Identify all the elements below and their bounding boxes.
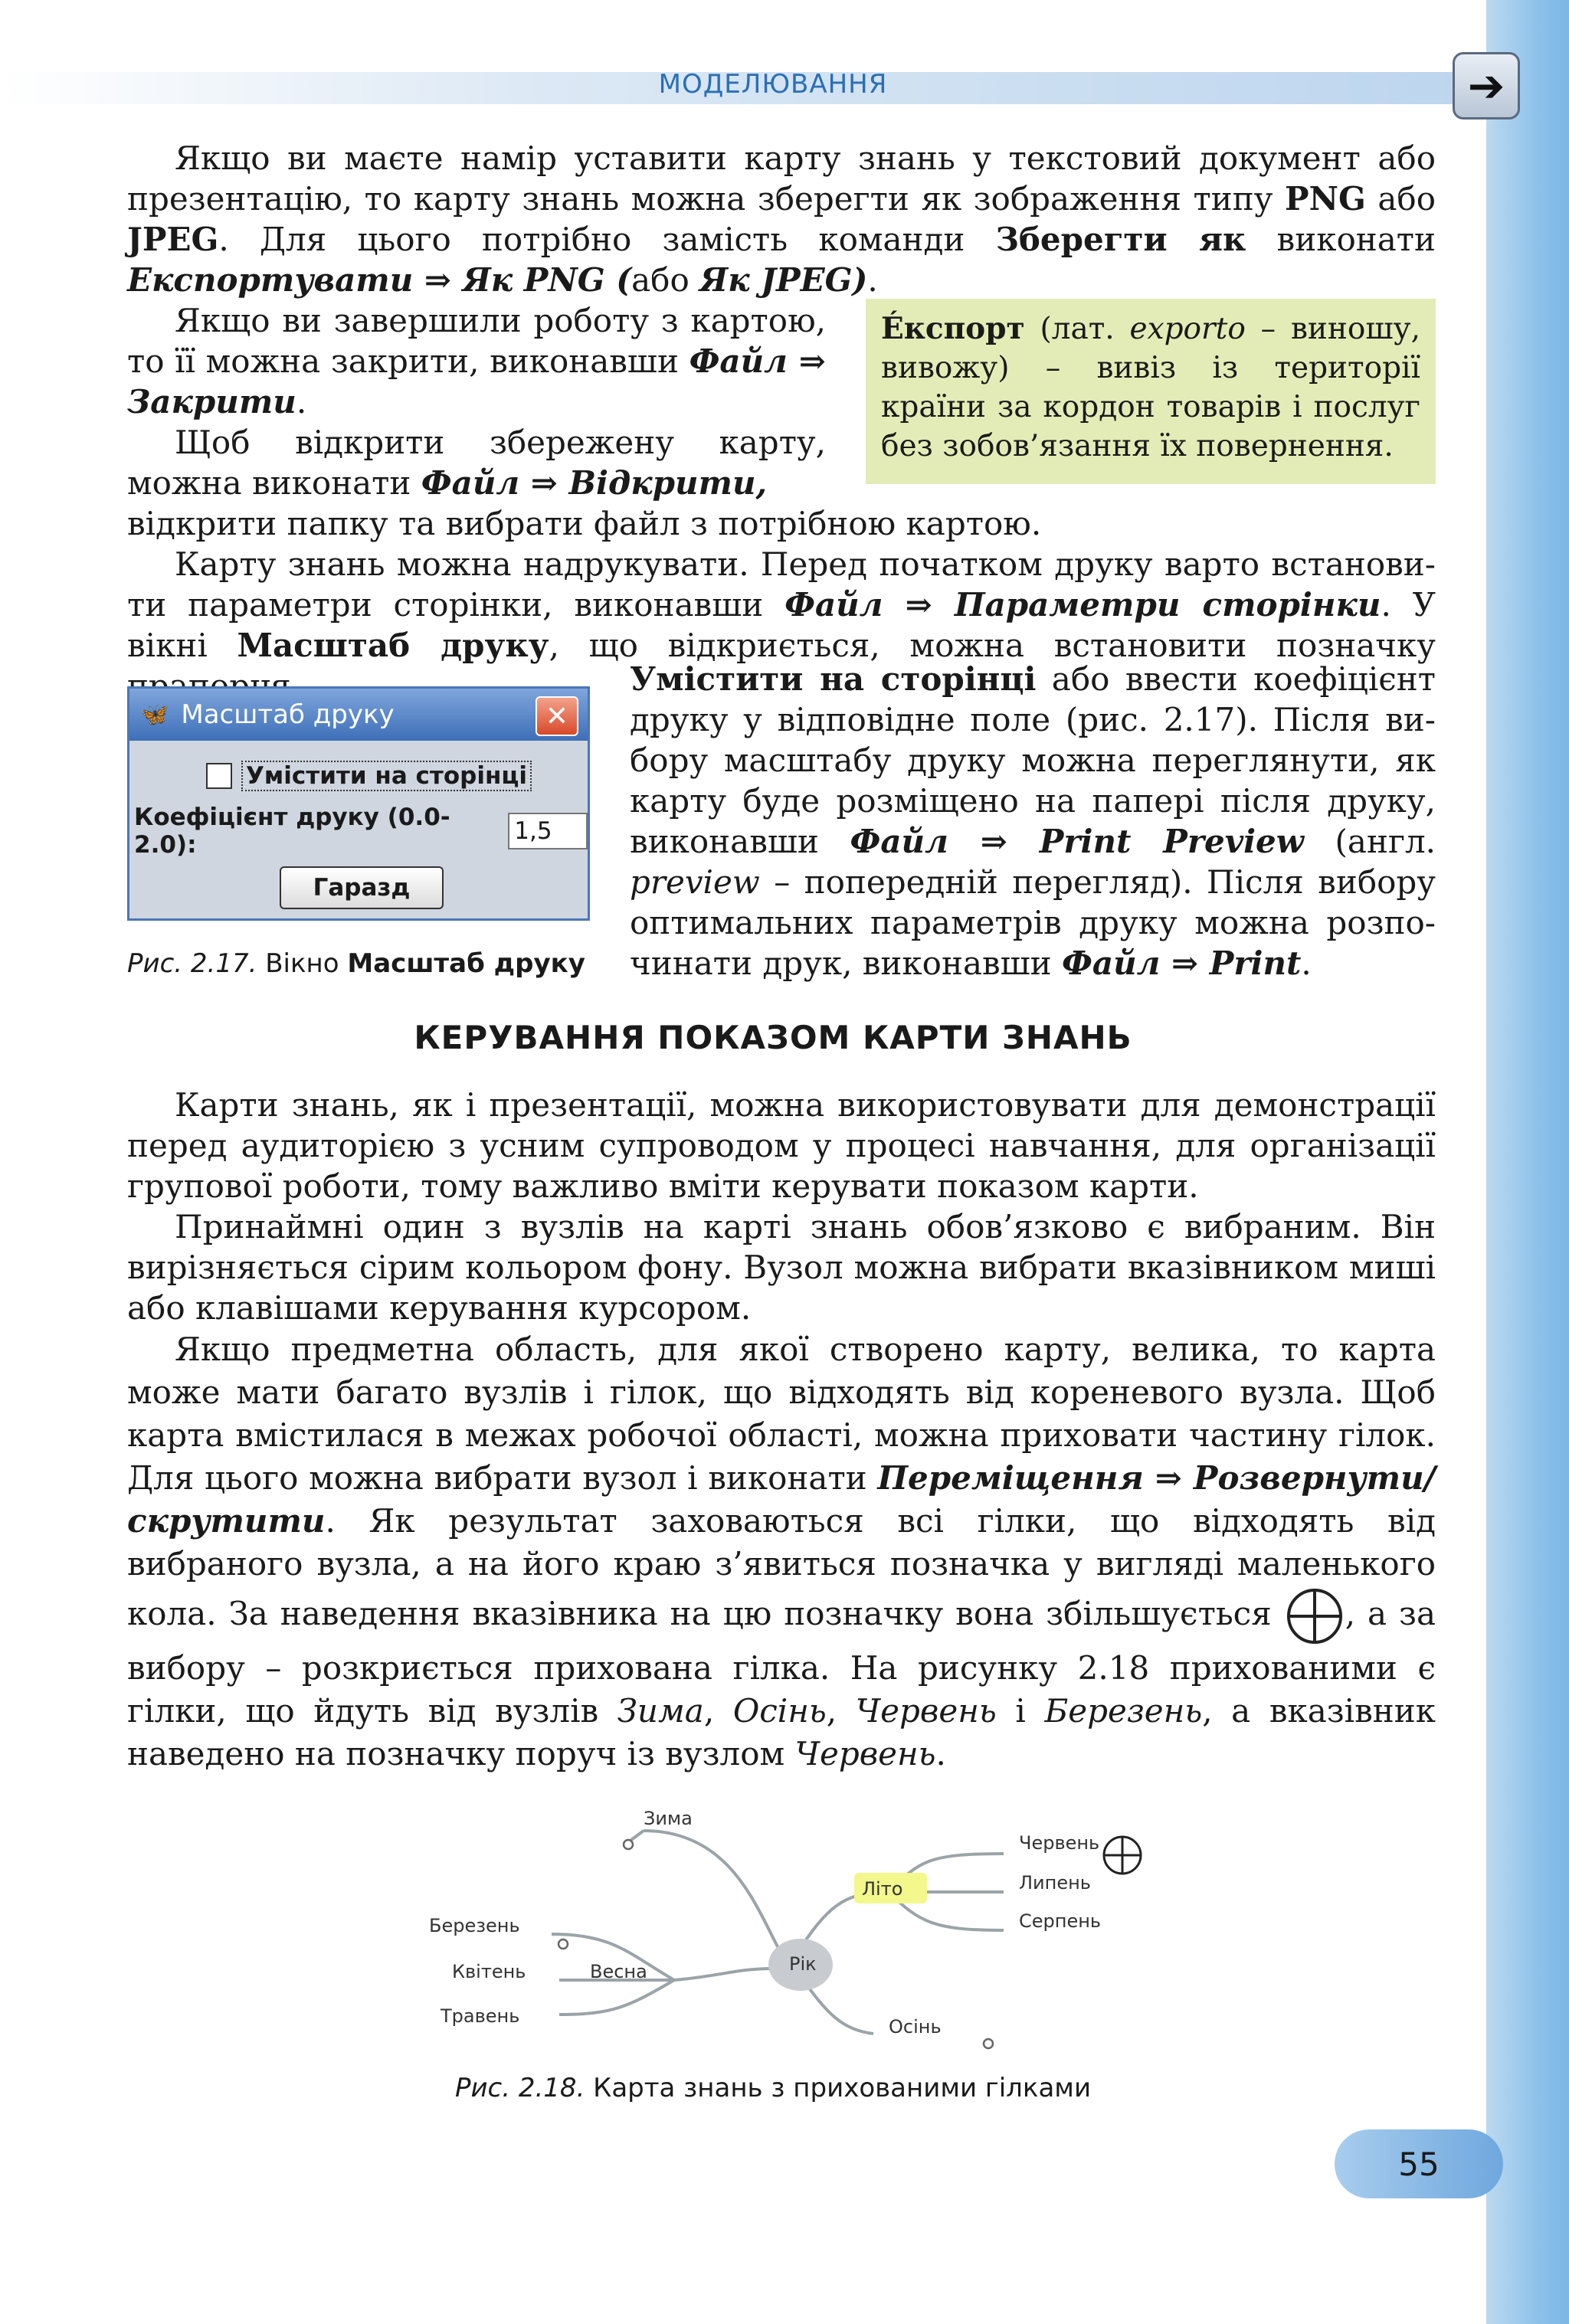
section-heading: КЕРУВАННЯ ПОКАЗОМ КАРТИ ЗНАНЬ (414, 1019, 1132, 1056)
section-body (127, 1085, 1436, 1776)
fit-to-page-checkbox[interactable] (206, 763, 232, 789)
figure-caption-2-18: Рис. 2.18. Карта знань з прихованими гілками (454, 2073, 1092, 2103)
mindmap-node[interactable]: Осінь (889, 2016, 942, 2038)
paragraph-close: Якщо ви завершили роботу з картою, то її можна закрити, виконавши Файл ⇒ Закрити. (127, 302, 826, 421)
ok-button[interactable]: Гаразд (280, 866, 444, 909)
close-icon[interactable]: ✕ (536, 696, 578, 736)
paragraph-print-continued: Умістити на сторінці або ввести коефіцієнт друку у відповідне поле (рис. 2.17). Після вибору масштабу друку можна переглянути, як карту буде розміщено на папері після друку, виконавши Файл ⇒ Print Preview (англ. preview – попередній перегляд). Після вибору оптимальних параметрів друку можна розпочинати друк, виконавши Файл ⇒ Print. (630, 660, 1436, 982)
mindmap-node[interactable]: Липень (1019, 1872, 1091, 1894)
mindmap-node[interactable]: Квітень (452, 1961, 526, 1982)
figure-caption-2-17: Рис. 2.17. Вікно Масштаб друку (127, 948, 585, 979)
mindmap-node[interactable]: Травень (441, 2005, 520, 2027)
paragraph-export: Якщо ви маєте намір уставити карту знань у текстовий документ або презентацію, то карту знань можна зберегти як зображення типу PNG або JPEG. Для цього потрібно замість команди Зберегти як виконати Експортувати ⇒ Як PNG (або Як JPEG). (127, 139, 1436, 299)
mindmap-node[interactable]: Червень (1019, 1832, 1100, 1854)
coef-label: Коефіцієнт друку (0.0-2.0): (134, 804, 450, 859)
fit-to-page-row (206, 761, 532, 791)
paragraph-collapse: Якщо предметна область, для якої створено карту, велика, то карта може мати багато вузлів і гілок, що відходять від кореневого вузла. Щоб карта вмістилася в межах робочої області, можна приховати частину гілок. Для цього можна вибрати вузол і виконати Переміщення ⇒ Розвернути/скрутити. Як результат заховаються всі гілки, що відходять від вибраного вузла, а на його краю з’явиться позначка у вигляді маленького кола. За наведення вказівника на цю позначку вона збільшується , а за вибору – розкриється прихована гілка. На рисунку 2.18 прихованими є гілки, що йдуть від вузлів Зима, Осінь, Червень і Березень, а вказівник наведено на позначку поруч із вузлом Червень. (127, 1331, 1436, 1772)
mindmap-node[interactable]: Серпень (1019, 1910, 1102, 1932)
mindmap-root[interactable]: Рік (789, 1953, 817, 1975)
definition-box: Éкспорт (лат. exporto – виношу, вивожу) – вивіз із території країни за кордон товарів і послуг без зобов’язання їх повернення. (866, 299, 1436, 484)
side-decorative-strip (1486, 0, 1569, 2324)
arrow-right-icon[interactable]: ➔ (1453, 52, 1520, 119)
mindmap-node[interactable]: Березень (429, 1915, 520, 1936)
coef-row (134, 804, 588, 859)
dialog-title-bar (129, 689, 588, 741)
mind-map-figure (398, 1800, 1164, 2061)
dialog-title: Масштаб друку (181, 699, 395, 730)
paragraph-open: Щоб відкрити збережену карту, можна виконати Файл ⇒ Відкрити, відкрити папку та вибрати файл з потрібною картою. (127, 424, 1042, 542)
butterfly-icon: 🦋 (140, 701, 169, 728)
coef-input[interactable]: 1,5 (508, 813, 588, 849)
expand-circle-icon (1284, 1586, 1345, 1647)
mindmap-node[interactable]: Зима (644, 1808, 693, 1829)
paragraph-demo: Карти знань, як і презентації, можна використовувати для демонстрації перед аудиторією з усним супроводом у процесі навчання, для організації групової роботи, тому важливо вміти керувати показом карти. (127, 1086, 1436, 1205)
mindmap-node[interactable]: Літо (862, 1878, 903, 1900)
print-scale-dialog (127, 686, 590, 921)
paragraph-selected-node: Принаймні один з вузлів на карті знань обов’язково є вибраним. Він вирізняється сірим кольором фону. Вузол можна вибрати вказівником миші або клавішами керування курсором. (127, 1208, 1436, 1327)
page-number: 55 (1335, 2129, 1503, 2198)
paragraph-print: Карту знань можна надрукувати. Перед початком друку варто встановити параметри сторінки, виконавши Файл ⇒ Параметри сторінки. У вікні Масштаб друку, що відкриється, можна встановити позначку (127, 545, 1436, 664)
running-header: МОДЕЛЮВАННЯ (658, 69, 888, 100)
fit-to-page-label: Умістити на сторінці (241, 761, 532, 791)
mindmap-node[interactable]: Весна (590, 1961, 647, 1982)
